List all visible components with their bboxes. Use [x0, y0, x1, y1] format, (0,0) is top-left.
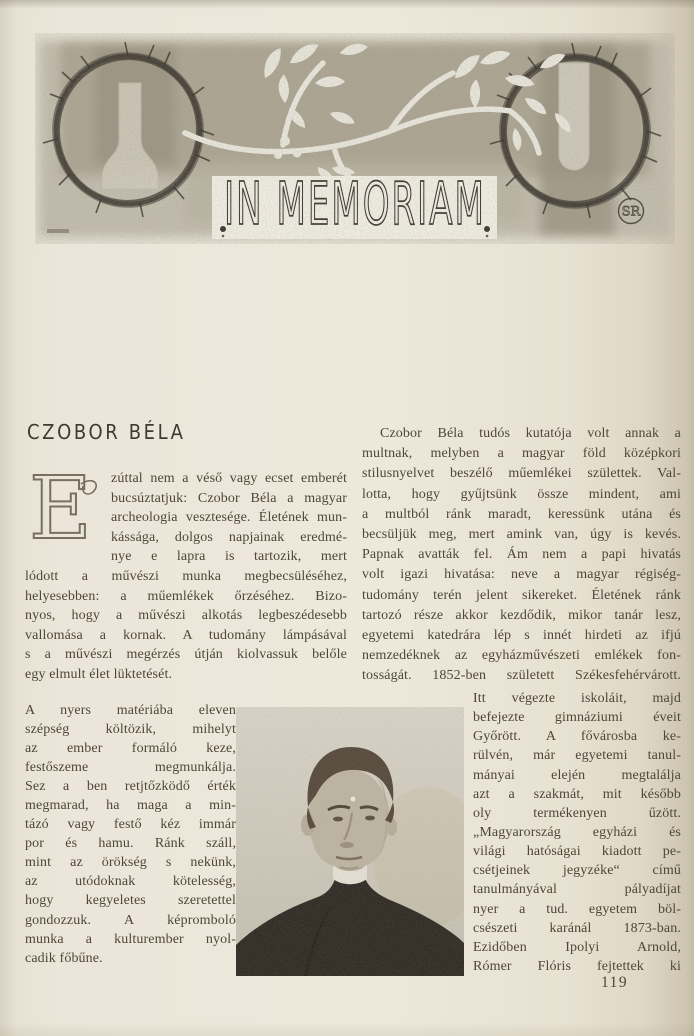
text-line: csétjeinek jegyzéke“ című	[473, 863, 681, 879]
text-line: zúttal nem a véső vagy ecset emberét	[111, 471, 347, 486]
text-line: csészeti karánál 1873-ban.	[473, 920, 681, 936]
text-line: oly termékenyen űzött.	[473, 805, 681, 821]
text-line: festőszeme megmunkálja.	[25, 760, 236, 776]
text-line: tartozó része akkor kezdődik, mikor tanár lesz,	[362, 607, 681, 623]
text-line: a multból ránk maradt, keressünk utána és	[362, 506, 681, 522]
text-line: mint az örökség s nekünk,	[25, 855, 236, 871]
text-line: vallomása a kornak. A tudomány lámpásával	[25, 627, 347, 643]
text-line: nyos, hogy a művészi alkotás legbeszédesebb	[25, 608, 347, 624]
text-line: Ezidőben Ipolyi Arnold,	[473, 939, 681, 955]
text-line: lódott a művészi munka megbecsüléséhez,	[25, 568, 347, 584]
text-line: nye e lapra is tartozik, mert	[111, 549, 347, 565]
text-line: mányai elején megtalálja	[473, 767, 681, 783]
text-line: szépség költözik, mihelyt	[25, 722, 236, 738]
text-line: egyetemi katedrára lép s innét hirdeti az ifjú	[362, 627, 681, 643]
text-line: Papnak avatták fel. Ám nem a papi hivatás	[362, 547, 681, 563]
text-line: hogy kegyeletes szeretettel	[25, 893, 236, 909]
text-line: azt a szakmát, mit később	[473, 786, 681, 802]
text-line: stilusnyelvet beszélő műemlékei születtek. Val-	[362, 466, 681, 482]
svg-text:E: E	[29, 472, 92, 550]
text-line: volt igazi hivatása: neve a magyar régiség-	[362, 567, 681, 583]
text-line: tanulmányával pályadíjat	[473, 882, 681, 898]
header-art-svg	[35, 33, 675, 244]
text-line: „Magyarország egyházi és	[473, 824, 681, 840]
text-line: lotta, hogy gyűjtsünk össze mindent, ami	[362, 486, 681, 502]
text-line: bucsúztatjuk: Czobor Béla a magyar	[111, 490, 347, 506]
text-line: Győrött. A fővárosba ke-	[473, 729, 681, 745]
text-line: rülvén, már egyetemi tanul-	[473, 748, 681, 764]
text-line: munka a kulturember nyol-	[25, 931, 236, 947]
right-column-top	[362, 424, 681, 686]
grain-overlay	[35, 33, 675, 244]
text-line: nyer a tud. egyetem böl-	[473, 901, 681, 917]
left-column-top	[25, 469, 347, 685]
text-line: Czobor Béla tudós kutatója volt annak a	[380, 426, 681, 441]
text-line: Rómer Flóris fejtettek ki	[473, 958, 681, 974]
text-line: befejezte gimnáziumi éveit	[473, 710, 681, 726]
photo-grain	[236, 707, 464, 976]
right-column-beside-photo	[473, 689, 681, 976]
text-line: archeologia vesztesége. Életének mun-	[111, 510, 347, 526]
text-line: helyesebben: a műemlékek őrzéséhez. Bizo-	[25, 588, 347, 604]
page-number: 119	[601, 974, 629, 991]
text-line: egy elmult élet lüktetését.	[25, 666, 173, 682]
text-line: Sez a ben retjtőzködő érték	[25, 779, 236, 795]
in-memoriam-header-illustration	[35, 33, 675, 244]
drop-cap	[25, 472, 105, 550]
text-line: A nyers matériába eleven	[25, 703, 236, 718]
article-heading: CZOBOR BÉLA	[27, 421, 186, 445]
text-line: az utódoknak kötelesség,	[25, 874, 236, 890]
left-column-beside-photo	[25, 701, 236, 968]
text-line: világi hatóságai kiadott pe-	[473, 844, 681, 860]
text-line: megmarad, ha maga a min-	[25, 798, 236, 814]
text-line: tosságát. 1852-ben született Székesfehérvárott.	[362, 668, 681, 684]
text-line: Itt végezte iskoláit, majd	[473, 691, 681, 706]
text-line: tudomány terén jelent sikereket. Életének ránk	[362, 587, 681, 603]
text-line: nemzedéknek az egyházművészeti emlékek fon-	[362, 648, 681, 664]
text-line: becsüljük meg, mert amink van, úgy is kevés.	[362, 526, 681, 542]
text-line: az ember formáló keze,	[25, 741, 236, 757]
text-line: s a művészi megérzés útján kiolvassuk belőle	[25, 647, 347, 663]
text-line: multnak, melyben a magyar föld középkori	[362, 446, 681, 462]
text-line: por és hamu. Ránk száll,	[25, 836, 236, 852]
text-line: cadik főbűne.	[25, 950, 103, 966]
portrait-photo	[236, 707, 464, 976]
text-line: kássága, dolgos napjainak eredmé-	[111, 529, 347, 545]
text-line: tázó vagy festő kéz immár	[25, 817, 236, 833]
text-line: gondozzuk. A képromboló	[25, 912, 236, 928]
